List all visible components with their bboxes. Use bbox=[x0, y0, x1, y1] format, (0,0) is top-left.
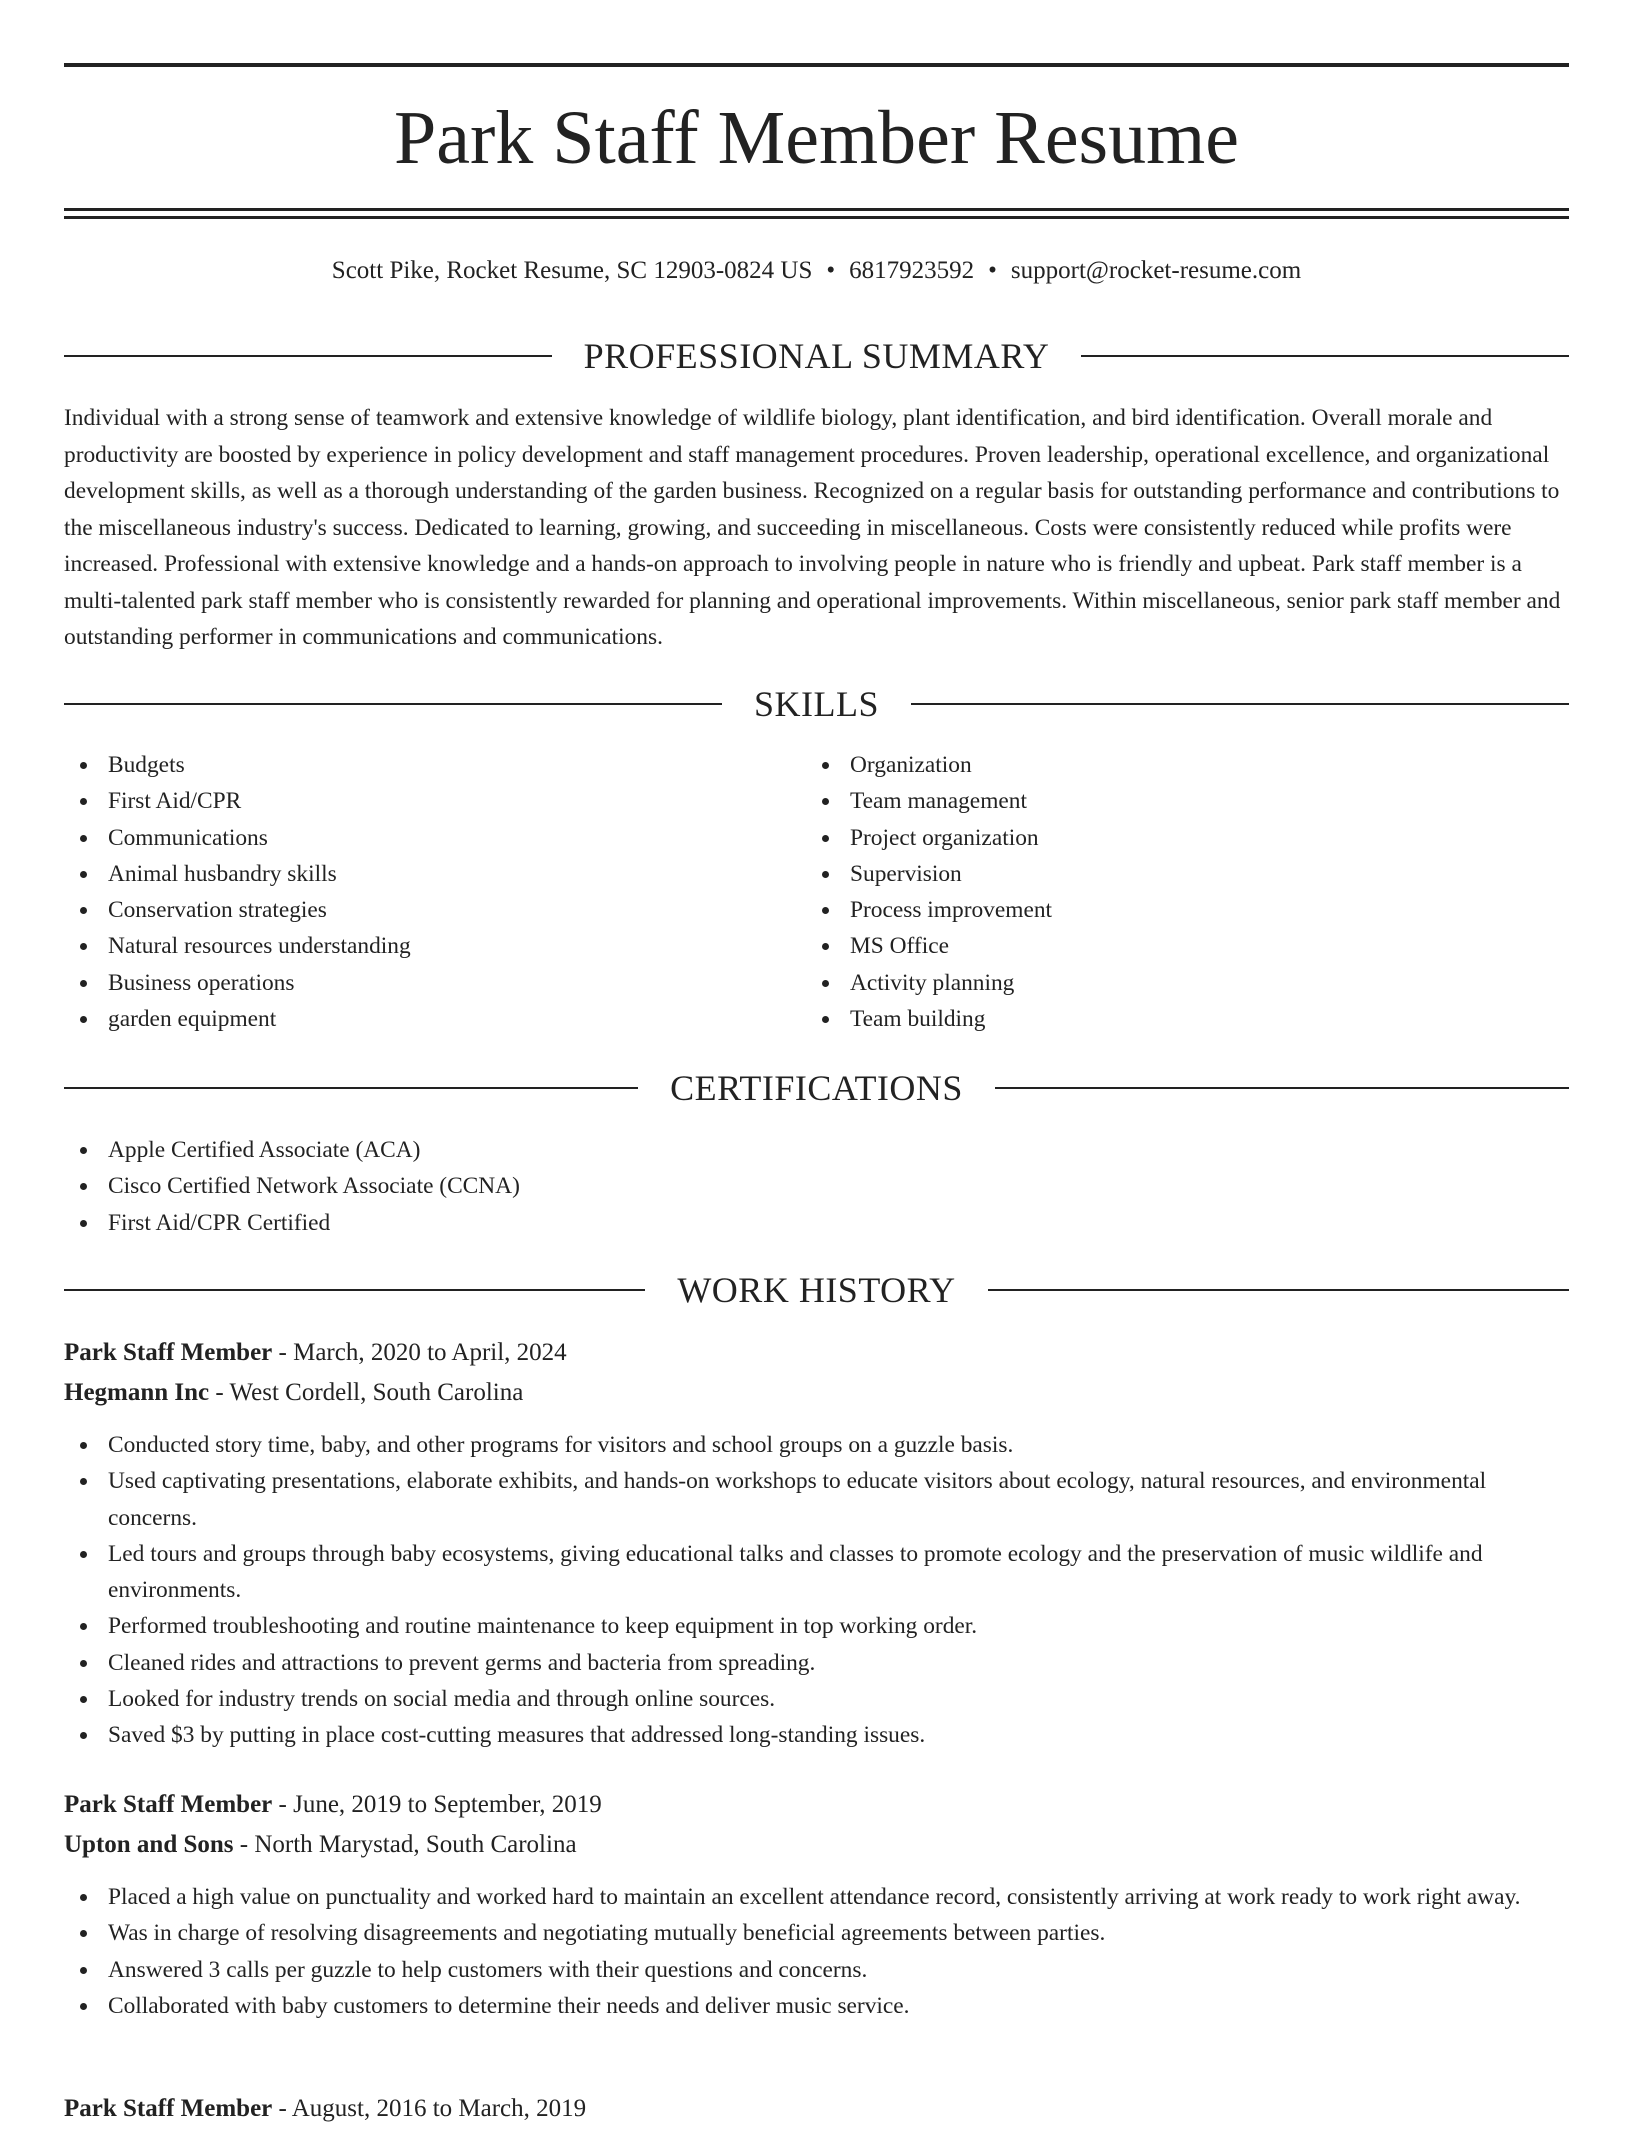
skill-item: Team management bbox=[806, 783, 1546, 819]
job-dates: - June, 2019 to September, 2019 bbox=[272, 1791, 602, 1818]
heading-label: SKILLS bbox=[754, 684, 880, 724]
contact-separator: • bbox=[988, 257, 997, 284]
skill-item: Organization bbox=[806, 747, 1546, 783]
heading-label: CERTIFICATIONS bbox=[670, 1068, 963, 1108]
job-dates: - August, 2016 to March, 2019 bbox=[272, 2095, 587, 2122]
heading-rule bbox=[1081, 355, 1569, 357]
certification-item: First Aid/CPR Certified bbox=[64, 1205, 1569, 1241]
resume-title: Park Staff Member Resume bbox=[394, 96, 1239, 180]
skills-list-left bbox=[64, 747, 804, 1037]
heading-rule bbox=[64, 1289, 645, 1291]
job-bullets bbox=[64, 1427, 1569, 1754]
skill-item: Process improvement bbox=[806, 892, 1546, 928]
job-role: Park Staff Member bbox=[64, 1339, 273, 1366]
certification-item: Apple Certified Associate (ACA) bbox=[64, 1132, 1569, 1168]
skill-item: Business operations bbox=[64, 965, 804, 1001]
job-company: Hegmann Inc bbox=[64, 1379, 210, 1406]
section-heading-work-history bbox=[64, 1268, 1569, 1312]
skill-item: Project organization bbox=[806, 820, 1546, 856]
skill-item: Activity planning bbox=[806, 965, 1546, 1001]
skill-item: garden equipment bbox=[64, 1001, 804, 1037]
heading-rule bbox=[911, 703, 1569, 705]
contact-line bbox=[64, 254, 1569, 288]
heading-rule bbox=[64, 1087, 638, 1089]
heading-label: PROFESSIONAL SUMMARY bbox=[583, 336, 1050, 376]
job-bullets bbox=[64, 1879, 1569, 2024]
job-bullet: Cleaned rides and attractions to prevent germs and bacteria from spreading. bbox=[64, 1645, 1569, 1681]
skill-item: First Aid/CPR bbox=[64, 783, 804, 819]
heading-rule bbox=[64, 703, 722, 705]
job-location: - West Cordell, South Carolina bbox=[209, 1379, 524, 1406]
section-heading-summary bbox=[64, 334, 1569, 378]
job-bullet: Led tours and groups through baby ecosystems, giving educational talks and classes to promote ecology and the preservation of music wildlife and environments. bbox=[64, 1536, 1569, 1609]
section-heading-skills bbox=[64, 682, 1569, 726]
skill-item: Communications bbox=[64, 820, 804, 856]
job-role: Park Staff Member bbox=[64, 1791, 273, 1818]
header-top-rule bbox=[64, 63, 1569, 67]
certifications-list bbox=[64, 1132, 1569, 1241]
job-bullet: Placed a high value on punctuality and worked hard to maintain an excellent attendance record, consistently arriving at work ready to work right away. bbox=[64, 1879, 1569, 1915]
skill-item: Team building bbox=[806, 1001, 1546, 1037]
header-double-rule-upper bbox=[64, 208, 1569, 211]
contact-email: support@rocket-resume.com bbox=[1010, 257, 1302, 284]
job-bullet: Conducted story time, baby, and other programs for visitors and school groups on a guzzle basis. bbox=[64, 1427, 1569, 1463]
summary-text: Individual with a strong sense of teamwork and extensive knowledge of wildlife biology, plant identification, and bird identification. Overall morale and productivity are boosted by experience in policy development and staff management procedures. Proven leadership, operational excellence, and organizational development skills, as well as a thorough understanding of the garden business. Recognized on a regular basis for outstanding performance and contributions to the miscellaneous industry's success. Dedicated to learning, growing, and succeeding in miscellaneous. Costs were consistently reduced while profits were increased. Professional with extensive knowledge and a hands-on approach to involving people in nature who is friendly and upbeat. Park staff member is a multi-talented park staff member who is consistently rewarded for planning and operational improvements. Within miscellaneous, senior park staff member and outstanding performer in communications and communications. bbox=[64, 405, 1561, 650]
job-bullet: Answered 3 calls per guzzle to help customers with their questions and concerns. bbox=[64, 1952, 1569, 1988]
contact-address: Scott Pike, Rocket Resume, SC 12903-0824 US bbox=[331, 257, 813, 284]
job-company-line bbox=[64, 1373, 1569, 1413]
job-title-line bbox=[64, 1785, 1569, 1825]
job-title-line bbox=[64, 2089, 1569, 2129]
certification-item: Cisco Certified Network Associate (CCNA) bbox=[64, 1168, 1569, 1204]
skill-item: MS Office bbox=[806, 928, 1546, 964]
section-heading-certifications bbox=[64, 1066, 1569, 1110]
skill-item: Natural resources understanding bbox=[64, 928, 804, 964]
heading-rule bbox=[988, 1289, 1569, 1291]
job-bullet: Performed troubleshooting and routine maintenance to keep equipment in top working order. bbox=[64, 1608, 1569, 1644]
header-double-rule-lower bbox=[64, 216, 1569, 219]
job-bullet: Was in charge of resolving disagreements and negotiating mutually beneficial agreements between parties. bbox=[64, 1915, 1569, 1951]
job-title-line bbox=[64, 1333, 1569, 1373]
job-role: Park Staff Member bbox=[64, 2095, 273, 2122]
job-bullet: Saved $3 by putting in place cost-cutting measures that addressed long-standing issues. bbox=[64, 1717, 1569, 1753]
job-bullet: Looked for industry trends on social media and through online sources. bbox=[64, 1681, 1569, 1717]
skill-item: Conservation strategies bbox=[64, 892, 804, 928]
heading-rule bbox=[995, 1087, 1569, 1089]
skill-item: Budgets bbox=[64, 747, 804, 783]
contact-separator: • bbox=[826, 257, 836, 284]
heading-label: WORK HISTORY bbox=[677, 1270, 956, 1310]
heading-rule bbox=[64, 355, 552, 357]
job-location: - North Marystad, South Carolina bbox=[233, 1831, 577, 1858]
job-company-line bbox=[64, 1825, 1569, 1865]
job-dates: - March, 2020 to April, 2024 bbox=[272, 1339, 567, 1366]
job-bullet: Used captivating presentations, elaborate exhibits, and hands-on workshops to educate visitors about ecology, natural resources, and environmental concerns. bbox=[64, 1463, 1569, 1536]
job-bullet: Collaborated with baby customers to determine their needs and deliver music service. bbox=[64, 1988, 1569, 2024]
skill-item: Supervision bbox=[806, 856, 1546, 892]
skills-list-right bbox=[806, 747, 1546, 1037]
skill-item: Animal husbandry skills bbox=[64, 856, 804, 892]
contact-phone: 6817923592 bbox=[849, 257, 975, 284]
job-company: Upton and Sons bbox=[64, 1831, 234, 1858]
